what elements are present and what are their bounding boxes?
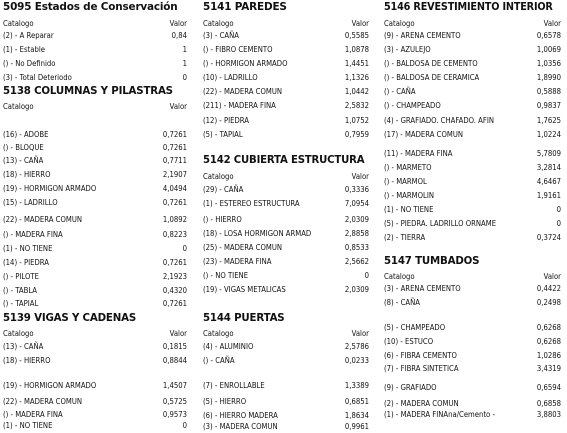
row-label: (2) - MADERA COMUN bbox=[384, 399, 459, 408]
row-label: (13) - CAÑA bbox=[3, 156, 44, 165]
row-label: (13) - CAÑA bbox=[3, 342, 44, 351]
row-value: 1,0752 bbox=[344, 116, 369, 125]
section-title: 5138 COLUMNAS Y PILASTRAS bbox=[3, 84, 173, 97]
row-value: Valor bbox=[169, 102, 187, 111]
row-label: () - BALDOSA DE CEMENTO bbox=[384, 59, 478, 68]
row-value: 0,7261 bbox=[162, 143, 187, 152]
row-value: 4,6467 bbox=[536, 177, 561, 186]
row-value: 0 bbox=[182, 244, 187, 253]
row-value: 0 bbox=[182, 421, 187, 430]
row-label: (18) - HIERRO bbox=[3, 356, 51, 365]
row-value: Valor bbox=[351, 172, 369, 181]
row-label: Catalogo bbox=[203, 19, 234, 28]
row-label: () - BALDOSA DE CERAMICA bbox=[384, 73, 480, 82]
row-value: 1,3389 bbox=[344, 381, 369, 390]
row-label: (10) - ESTUCO bbox=[384, 337, 434, 346]
table-row bbox=[203, 381, 369, 391]
row-value: 0,3336 bbox=[344, 185, 369, 194]
row-value: 0,7261 bbox=[162, 198, 187, 207]
row-label: (9) - GRAFIADO bbox=[384, 383, 437, 392]
section-title: 5141 PAREDES bbox=[203, 0, 287, 13]
row-label: (8) - CAÑA bbox=[384, 298, 420, 307]
section-title: 5147 TUMBADOS bbox=[384, 254, 480, 267]
row-label: (16) - ADOBE bbox=[3, 130, 49, 139]
row-label: () - CAÑA bbox=[203, 356, 235, 365]
column-header bbox=[384, 272, 561, 282]
row-label: (1) - NO TIENE bbox=[3, 244, 53, 253]
section-title: 5144 PUERTAS bbox=[203, 311, 285, 324]
row-label: () - PILOTE bbox=[3, 272, 39, 281]
row-value: 1,0878 bbox=[344, 45, 369, 54]
row-value: 1,9161 bbox=[536, 191, 561, 200]
table-row bbox=[3, 397, 187, 407]
row-label: (11) - MADERA FINA bbox=[384, 149, 453, 158]
row-value: 0,8223 bbox=[162, 230, 187, 239]
row-value: 1,4451 bbox=[344, 59, 369, 68]
table-row bbox=[203, 356, 369, 366]
row-value: 0,7711 bbox=[162, 156, 187, 165]
row-label: (1) - Estable bbox=[3, 45, 45, 54]
row-value: 1,8634 bbox=[344, 411, 369, 420]
row-value: 2,5662 bbox=[344, 257, 369, 266]
table-row bbox=[3, 421, 187, 431]
row-label: (9) - ARENA CEMENTO bbox=[384, 31, 461, 40]
row-label: () - NO TIENE bbox=[203, 271, 249, 280]
row-label: (211) - MADERA FINA bbox=[203, 101, 276, 110]
row-label: (22) - MADERA COMUN bbox=[3, 397, 82, 406]
row-label: (3) - AZULEJO bbox=[384, 45, 431, 54]
row-label: Catalogo bbox=[203, 329, 234, 338]
row-label: () - CAÑA bbox=[384, 87, 416, 96]
row-value: 0 bbox=[182, 73, 187, 82]
row-label: (17) - MADERA COMUN bbox=[384, 130, 463, 139]
row-value: 1,0224 bbox=[536, 130, 561, 139]
column-header bbox=[3, 329, 187, 339]
row-label: (5) - TAPIAL bbox=[203, 130, 243, 139]
row-value: 1,0892 bbox=[162, 215, 187, 224]
row-value: Valor bbox=[351, 19, 369, 28]
row-label: (7) - FIBRA SINTETICA bbox=[384, 364, 459, 373]
row-value: 0,84 bbox=[171, 31, 187, 40]
row-label: Catalogo bbox=[3, 329, 34, 338]
row-value: 1 bbox=[182, 59, 187, 68]
row-value: 0,7261 bbox=[162, 299, 187, 308]
row-value: 7,0954 bbox=[344, 199, 369, 208]
row-value: 3,8803 bbox=[536, 410, 561, 419]
row-value: 0,4422 bbox=[536, 284, 561, 293]
row-label: (4) - ALUMINIO bbox=[203, 342, 254, 351]
row-value: 0,3724 bbox=[536, 233, 561, 242]
row-label: (18) - LOSA HORMIGON ARMAD bbox=[203, 229, 312, 238]
row-value: 0,8533 bbox=[344, 243, 369, 252]
row-label: () - MARMETO bbox=[384, 163, 432, 172]
table-row bbox=[203, 422, 369, 432]
row-value: 1,0442 bbox=[344, 87, 369, 96]
row-label: (4) - GRAFIADO. CHAFADO. AFIN bbox=[384, 116, 495, 125]
row-value: 0,2498 bbox=[536, 298, 561, 307]
table-row bbox=[3, 342, 187, 352]
table-row bbox=[384, 284, 561, 294]
section-5139-vigas-y-cadenas bbox=[3, 0, 187, 433]
section-title: 5142 CUBIERTA ESTRUCTURA bbox=[203, 153, 365, 166]
row-value: 2,5832 bbox=[344, 101, 369, 110]
row-label: (2) - A Reparar bbox=[3, 31, 54, 40]
row-value: 1,0356 bbox=[536, 59, 561, 68]
row-value: 0,9837 bbox=[536, 101, 561, 110]
row-value: 0,9573 bbox=[162, 410, 187, 419]
row-label: (15) - LADRILLO bbox=[3, 198, 58, 207]
row-label: (19) - HORMIGON ARMADO bbox=[3, 184, 97, 193]
table-row bbox=[203, 342, 369, 352]
row-label: () - HORMIGON ARMADO bbox=[203, 59, 288, 68]
row-label: (18) - HIERRO bbox=[3, 170, 51, 179]
row-value: 0,5585 bbox=[344, 31, 369, 40]
row-value: 4,0494 bbox=[162, 184, 187, 193]
table-row bbox=[384, 298, 561, 308]
table-row bbox=[384, 383, 561, 393]
row-value: 0,7261 bbox=[162, 258, 187, 267]
row-value: 0,7261 bbox=[162, 130, 187, 139]
row-label: Catalogo bbox=[384, 19, 415, 28]
row-value: 0,6594 bbox=[536, 383, 561, 392]
row-value: 0,7959 bbox=[344, 130, 369, 139]
row-label: (3) - ARENA CEMENTO bbox=[384, 284, 461, 293]
row-label: () - MARMOLIN bbox=[384, 191, 435, 200]
row-label: (2) - TIERRA bbox=[384, 233, 426, 242]
row-label: Catalogo bbox=[203, 172, 234, 181]
row-label: (3) - CAÑA bbox=[203, 31, 239, 40]
section-title: 5095 Estados de Conservación bbox=[3, 0, 178, 13]
row-label: (7) - ENROLLABLE bbox=[203, 381, 265, 390]
table-row bbox=[3, 410, 187, 420]
row-label: (29) - CAÑA bbox=[203, 185, 244, 194]
row-label: (5) - CHAMPEADO bbox=[384, 323, 446, 332]
row-value: 5,7809 bbox=[536, 149, 561, 158]
row-value: 0 bbox=[364, 271, 369, 280]
table-row bbox=[384, 410, 561, 420]
row-value: 0,1815 bbox=[162, 342, 187, 351]
row-value: 2,1907 bbox=[162, 170, 187, 179]
row-value: 1,8990 bbox=[536, 73, 561, 82]
row-label: Catalogo bbox=[384, 272, 415, 281]
row-label: (1) - MADERA FINAna/Cemento - bbox=[384, 410, 495, 419]
row-label: Catalogo bbox=[3, 102, 34, 111]
row-value: 2,5786 bbox=[344, 342, 369, 351]
table-row bbox=[384, 337, 561, 347]
row-label: (6) - HIERRO MADERA bbox=[203, 411, 278, 420]
row-label: () - TAPIAL bbox=[3, 299, 39, 308]
row-label: (12) - PIEDRA bbox=[203, 116, 250, 125]
row-label: (10) - LADRILLO bbox=[203, 73, 258, 82]
row-value: 1,1326 bbox=[344, 73, 369, 82]
table-row bbox=[3, 381, 187, 391]
row-value: 0,4320 bbox=[162, 286, 187, 295]
row-value: 1,0069 bbox=[536, 45, 561, 54]
table-row bbox=[203, 411, 369, 421]
row-value: 1,7625 bbox=[536, 116, 561, 125]
row-label: (5) - PIEDRA. LADRILLO ORNAME bbox=[384, 219, 497, 228]
row-label: (3) - MADERA COMUN bbox=[203, 422, 278, 431]
row-value: 0,9961 bbox=[344, 422, 369, 431]
row-value: 2,0309 bbox=[344, 285, 369, 294]
row-value: 1,4507 bbox=[162, 381, 187, 390]
row-label: () - CHAMPEADO bbox=[384, 101, 441, 110]
table-row bbox=[3, 356, 187, 366]
section-5144-puertas bbox=[203, 0, 369, 433]
table-row bbox=[384, 351, 561, 361]
row-value: 0,6268 bbox=[536, 337, 561, 346]
row-value: 0,6578 bbox=[536, 31, 561, 40]
row-value: Valor bbox=[351, 329, 369, 338]
row-label: (22) - MADERA COMUN bbox=[203, 87, 282, 96]
row-value: 0,8844 bbox=[162, 356, 187, 365]
row-label: () - FIBRO CEMENTO bbox=[203, 45, 273, 54]
column-header bbox=[203, 329, 369, 339]
row-value: 2,8858 bbox=[344, 229, 369, 238]
row-label: (1) - ESTEREO ESTRUCTURA bbox=[203, 199, 300, 208]
row-label: (1) - NO TIENE bbox=[384, 205, 434, 214]
row-label: (23) - MADERA FINA bbox=[203, 257, 272, 266]
row-value: 2,0309 bbox=[344, 215, 369, 224]
row-label: (14) - PIEDRA bbox=[3, 258, 50, 267]
row-label: Catalogo bbox=[3, 19, 34, 28]
table-row bbox=[384, 364, 561, 374]
row-label: (19) - VIGAS METALICAS bbox=[203, 285, 286, 294]
row-value: 0,6268 bbox=[536, 323, 561, 332]
row-value: 0,0233 bbox=[344, 356, 369, 365]
table-row bbox=[384, 323, 561, 333]
row-label: (6) - FIBRA CEMENTO bbox=[384, 351, 457, 360]
row-label: (5) - HIERRO bbox=[203, 397, 247, 406]
row-value: 3,4319 bbox=[536, 364, 561, 373]
row-value: 1,0286 bbox=[536, 351, 561, 360]
row-label: (19) - HORMIGON ARMADO bbox=[3, 381, 97, 390]
row-label: () - No Definido bbox=[3, 59, 56, 68]
row-value: 1 bbox=[182, 45, 187, 54]
row-value: 0,5725 bbox=[162, 397, 187, 406]
row-label: () - BLOQUE bbox=[3, 143, 44, 152]
table-row bbox=[384, 399, 561, 409]
row-label: () - TABLA bbox=[3, 286, 38, 295]
row-label: () - HIERRO bbox=[203, 215, 242, 224]
table-row bbox=[203, 397, 369, 407]
row-value: Valor bbox=[169, 19, 187, 28]
row-value: Valor bbox=[169, 329, 187, 338]
row-value: 3,2814 bbox=[536, 163, 561, 172]
row-label: (22) - MADERA COMUN bbox=[3, 215, 82, 224]
row-label: () - MADERA FINA bbox=[3, 410, 63, 419]
row-value: 2,1923 bbox=[162, 272, 187, 281]
row-value: Valor bbox=[543, 19, 561, 28]
row-value: 0 bbox=[556, 219, 561, 228]
row-value: 0,6858 bbox=[536, 399, 561, 408]
row-label: (25) - MADERA COMUN bbox=[203, 243, 282, 252]
row-value: 0,5888 bbox=[536, 87, 561, 96]
row-value: Valor bbox=[543, 272, 561, 281]
row-label: () - MARMOL bbox=[384, 177, 427, 186]
row-value: 0,6851 bbox=[344, 397, 369, 406]
row-label: (3) - Total Deteriodo bbox=[3, 73, 72, 82]
section-title: 5139 VIGAS Y CADENAS bbox=[3, 311, 137, 324]
section-title: 5146 REVESTIMIENTO INTERIOR bbox=[384, 0, 553, 13]
row-value: 0 bbox=[556, 205, 561, 214]
section-5147-tumbados bbox=[384, 0, 561, 433]
row-label: (1) - NO TIENE bbox=[3, 421, 53, 430]
row-label: () - MADERA FINA bbox=[3, 230, 63, 239]
